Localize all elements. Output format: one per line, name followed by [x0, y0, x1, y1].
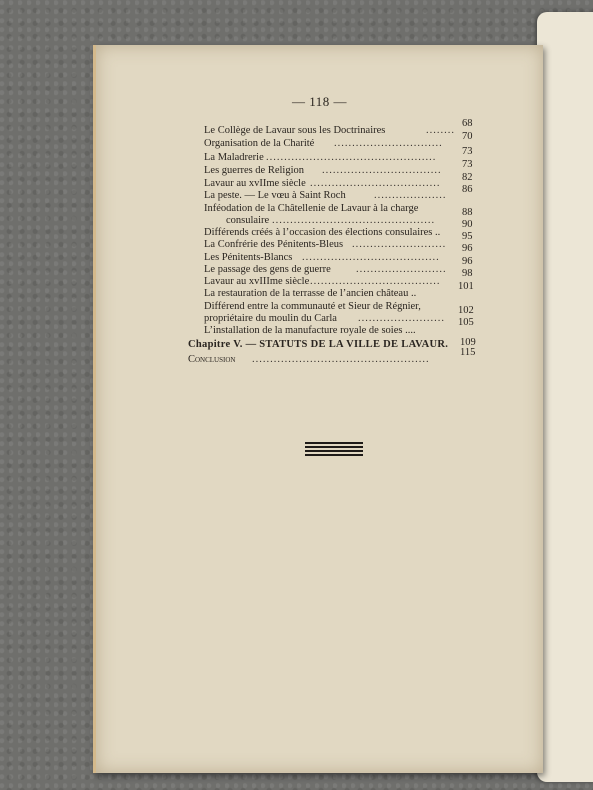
page-number: — 118 — [291, 94, 348, 109]
leader-dots: .................................... [310, 178, 441, 189]
toc-entry-page: 70 [462, 131, 473, 142]
leader-dots: .............................. [334, 138, 443, 149]
leader-dots: ................................. [322, 165, 442, 176]
toc-entry-page: 96 [462, 256, 473, 267]
book-page [93, 45, 543, 773]
chapter-page: 109 [460, 337, 476, 348]
toc-entry-page: 86 [462, 184, 473, 195]
toc-entry-page: 95 [462, 231, 473, 242]
conclusion-page: 115 [460, 347, 476, 358]
leader-dots: .................... [374, 190, 447, 201]
conclusion-title: Conclusion [188, 354, 236, 365]
toc-entry-title: Inféodation de la Châtellenie de Lavaur à la charge [204, 203, 419, 214]
toc-entry-title: Lavaur au xvIIme siècle [204, 178, 306, 189]
toc-entry-title: Le passage des gens de guerre [204, 264, 331, 275]
toc-entry-page: 102 [458, 305, 474, 316]
adjacent-page-edge [537, 12, 593, 782]
toc-entry-page: 82 [462, 172, 473, 183]
toc-entry-title: Différend entre la communauté et Sieur de Régnier, [204, 301, 421, 312]
toc-entry-page: 105 [458, 317, 474, 328]
toc-entry-page: 96 [462, 243, 473, 254]
toc-entry-title: Les Pénitents-Blancs [204, 252, 293, 263]
leader-dots: ......................... [356, 264, 447, 275]
table-of-contents [96, 45, 543, 773]
leader-dots: .......................... [352, 239, 447, 250]
toc-entry-page: 73 [462, 146, 473, 157]
leader-dots: ........ [426, 125, 455, 136]
leader-dots: ........................ [358, 313, 445, 324]
toc-entry-title: Différends créés à l’occasion des élections consulaires .. [204, 227, 441, 238]
toc-entry-title: La restauration de la terrasse de l’ancien château .. [204, 288, 417, 299]
toc-entry-title: La peste. — Le vœu à Saint Roch [204, 190, 346, 201]
leader-dots: ...................................... [302, 252, 440, 263]
toc-entry-title: Lavaur au xvIIIme siècle [204, 276, 310, 287]
toc-entry-page: 90 [462, 219, 473, 230]
toc-entry-title: La Maladrerie [204, 152, 264, 163]
toc-entry-page: 101 [458, 281, 474, 292]
toc-entry-title: propriétaire du moulin du Carla [204, 313, 337, 324]
toc-entry-page: 68 [462, 118, 473, 129]
toc-entry-title: La Confrérie des Pénitents-Bleus [204, 239, 344, 250]
chapter-title: Chapitre V. — STATUTS DE LA VILLE DE LAVAUR. [188, 339, 449, 350]
toc-entry-title: Les guerres de Religion [204, 165, 305, 176]
toc-entry-page: 98 [462, 268, 473, 279]
leader-dots: ............................................. [272, 215, 436, 226]
toc-entry-page: 88 [462, 207, 473, 218]
leader-dots: .................................... [310, 276, 441, 287]
toc-entry-title: Le Collège de Lavaur sous les Doctrinaires [204, 125, 386, 136]
toc-entry-title: Organisation de la Charité [204, 138, 315, 149]
toc-entry-title: consulaire [226, 215, 270, 226]
leader-dots: ............................................... [266, 152, 437, 163]
toc-entry-title: L’installation de la manufacture royale de soies .... [204, 325, 416, 336]
leader-dots: ................................................. [252, 354, 430, 365]
toc-entry-page: 73 [462, 159, 473, 170]
